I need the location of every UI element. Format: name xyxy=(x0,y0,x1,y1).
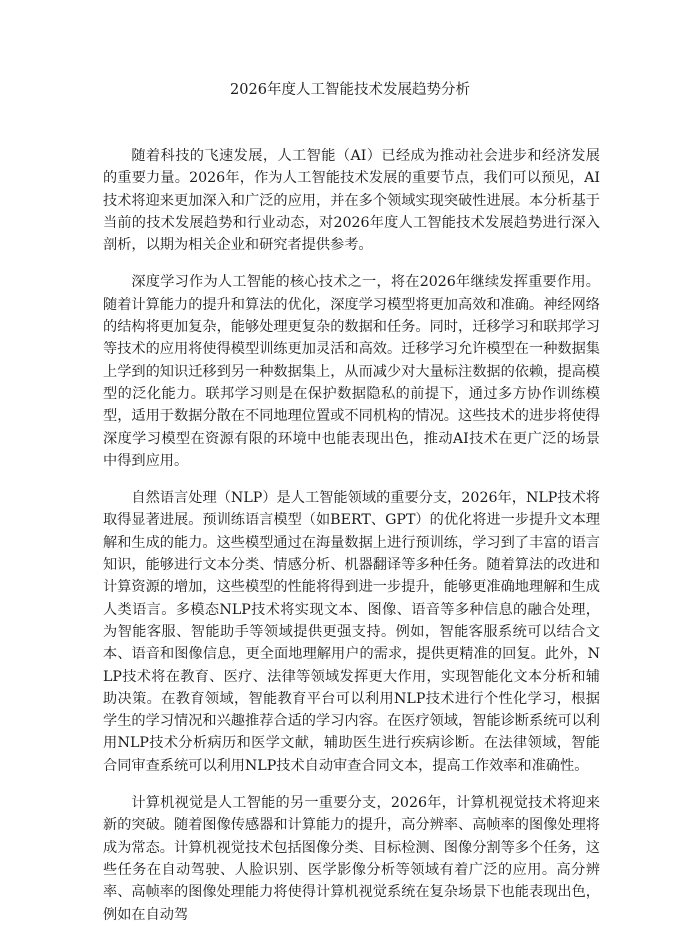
paragraph-deep-learning: 深度学习作为人工智能的核心技术之一，将在2026年继续发挥重要作用。随着计算能力的提升和算法的优化，深度学习模型将更加高效和准确。神经网络的结构将更加复杂，能够处理更复杂的数据和任务。同时，迁移学习和联邦学习等技术的应用将使得模型训练更加灵活和高效。迁移学习允许模型在一种数据集上学到的知识迁移到另一种数据集上，从而减少对大量标注数据的依赖，提高模型的泛化能力。联邦学习则是在保护数据隐私的前提下，通过多方协作训练模型，适用于数据分散在不同地理位置或不同机构的情况。这些技术的进步将使得深度学习模型在资源有限的环境中也能表现出色，推动AI技术在更广泛的场景中得到应用。 xyxy=(103,274,600,469)
document-body xyxy=(103,145,600,941)
paragraph-intro: 随着科技的飞速发展，人工智能（AI）已经成为推动社会进步和经济发展的重要力量。2026年，作为人工智能技术发展的重要节点，我们可以预见，AI技术将迎来更加深入和广泛的应用，并在多个领域实现突破性进展。本分析基于当前的技术发展趋势和行业动态，对2026年度人工智能技术发展趋势进行深入剖析，以期为相关企业和研究者提供参考。 xyxy=(103,148,600,254)
paragraph-computer-vision: 计算机视觉是人工智能的另一重要分支，2026年，计算机视觉技术将迎来新的突破。随着图像传感器和计算能力的提升，高分辨率、高帧率的图像处理将成为常态。计算机视觉技术包括图像分类、目标检测、图像分割等多个任务，这些任务在自动驾驶、人脸识别、医学影像分析等领域有着广泛的应用。高分辨率、高帧率的图像处理能力将使得计算机视觉系统在复杂场景下也能表现出色，例如在自动驾 xyxy=(103,795,600,923)
document-title: 2026年度人工智能技术发展趋势分析 xyxy=(230,82,470,98)
paragraph-nlp: 自然语言处理（NLP）是人工智能领域的重要分支，2026年，NLP技术将取得显著进展。预训练语言模型（如BERT、GPT）的优化将进一步提升文本理解和生成的能力。这些模型通过在海量数据上进行预训练，学习到了丰富的语言知识，能够进行文本分类、情感分析、机器翻译等多种任务。随着算法的改进和计算资源的增加，这些模型的性能将得到进一步提升，能够更准确地理解和生成人类语言。多模态NLP技术将实现文本、图像、语音等多种信息的融合处理，为智能客服、智能助手等领域提供更强支持。例如，智能客服系统可以结合文本、语音和图像信息，更全面地理解用户的需求，提供更精准的回复。此外，NLP技术将在教育、医疗、法律等领域发挥更大作用，实现智能化文本分析和辅助决策。在教育领域，智能教育平台可以利用NLP技术进行个性化学习，根据学生的学习情况和兴趣推荐合适的学习内容。在医疗领域，智能诊断系统可以利用NLP技术分析病历和医学文献，辅助医生进行疾病诊断。在法律领域，智能合同审查系统可以利用NLP技术自动审查合同文本，提高工作效率和准确性。 xyxy=(103,490,600,774)
